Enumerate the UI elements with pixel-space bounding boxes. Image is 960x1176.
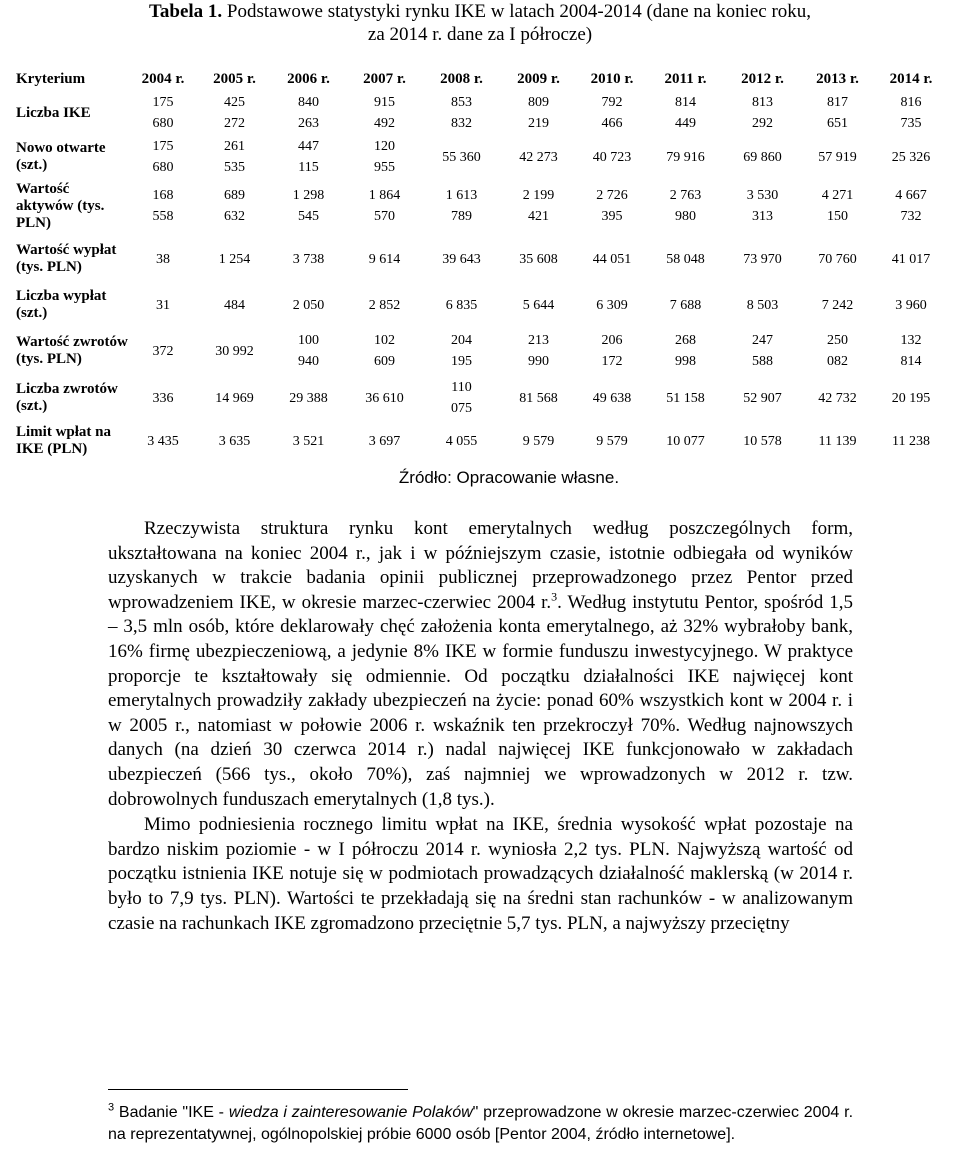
table-cell (874, 285, 948, 325)
cell-value: 8 503 (746, 297, 779, 313)
cell-value-line-2: 535 (224, 160, 245, 175)
cell-value-line-2: 449 (675, 116, 696, 131)
cell-value: 213 (528, 333, 549, 348)
table-cell (271, 325, 346, 377)
table-cell (874, 135, 948, 179)
row-label: Wartość zwrotów (tys. PLN) (16, 334, 128, 367)
table-cell (346, 377, 423, 419)
table-cell (423, 325, 500, 377)
cell-value: 69 860 (743, 149, 782, 165)
cell-value: 110 (451, 380, 472, 395)
table-cell (724, 377, 801, 419)
table-cell (423, 419, 500, 463)
table-row (16, 91, 948, 135)
header-year: 2006 r. (287, 70, 330, 87)
table-row (16, 233, 948, 285)
table-row (16, 135, 948, 179)
table-cell (801, 377, 874, 419)
table-cell (801, 419, 874, 463)
cell-value: 3 530 (746, 188, 779, 203)
cell-value-line-2: 292 (752, 116, 773, 131)
table-cell (423, 377, 500, 419)
cell-value: 204 (451, 333, 472, 348)
cell-value: 1 298 (292, 188, 325, 203)
cell-value: 1 864 (368, 188, 401, 203)
cell-value-line-2: 832 (451, 116, 472, 131)
cell-value-line-2: 082 (827, 354, 848, 369)
table-cell (271, 377, 346, 419)
table-cell (874, 419, 948, 463)
table-cell (647, 419, 724, 463)
cell-value: 175 (152, 95, 174, 110)
table-cell (198, 179, 271, 233)
table-cell (346, 419, 423, 463)
cell-value: 840 (298, 95, 319, 110)
cell-value: 9 579 (522, 433, 555, 449)
cell-value: 4 055 (445, 433, 478, 449)
row-label: Wartość wypłat (tys. PLN) (16, 242, 117, 275)
header-year: 2009 r. (517, 70, 560, 87)
header-year: 2010 r. (590, 70, 634, 87)
cell-value: 120 (374, 139, 395, 154)
cell-value: 10 077 (666, 433, 705, 449)
cell-value-line-2: 150 (827, 209, 848, 224)
cell-value: 41 017 (891, 251, 931, 267)
table-cell (724, 285, 801, 325)
cell-value-line-2: 115 (298, 160, 319, 175)
footnote-ref: 3 (551, 589, 558, 604)
table-cell (198, 233, 271, 285)
cell-value: 102 (374, 333, 395, 348)
cell-value: 5 644 (522, 297, 555, 313)
cell-value: 1 613 (445, 188, 478, 203)
row-label: Wartość aktywów (tys. PLN) (16, 180, 105, 231)
cell-value: 3 960 (895, 297, 927, 313)
table-cell (724, 91, 801, 135)
table-cell (128, 91, 198, 135)
cell-value: 9 614 (368, 251, 401, 267)
cell-value: 447 (298, 139, 319, 154)
cell-value: 132 (900, 333, 922, 348)
header-year: 2013 r. (816, 70, 859, 87)
table-cell (874, 233, 948, 285)
cell-value: 2 726 (596, 188, 628, 203)
cell-value: 11 139 (818, 433, 857, 449)
cell-value: 853 (451, 95, 472, 110)
cell-value: 250 (827, 333, 848, 348)
cell-value: 58 048 (666, 251, 705, 267)
table-cell (271, 91, 346, 135)
row-label: Liczba IKE (16, 104, 91, 121)
cell-value: 484 (224, 297, 245, 313)
table-cell (271, 233, 346, 285)
cell-value: 814 (675, 95, 696, 110)
table-cell (647, 91, 724, 135)
cell-value: 35 608 (519, 251, 558, 267)
table-cell (874, 377, 948, 419)
table-cell (198, 419, 271, 463)
table-cell (874, 179, 948, 233)
cell-value: 3 521 (292, 433, 325, 449)
cell-value-line-2: 980 (675, 209, 696, 224)
table-cell (198, 285, 271, 325)
paragraph-1-part-1: Rzeczywista struktura rynku kont emerytalnych według poszczególnych form, ukształtowana na koniec 2004 r., jak i w późniejszym czasie, istotnie odbiegała od wyników uzyskanych w trakcie badania opinii publicznej przeprowadzonego przez Pentor przed wprowadzeniem IKE, w okresie marzec-czerwiec 2004 r. (108, 518, 853, 613)
cell-value-line-2: 609 (374, 354, 395, 369)
cell-value: 42 273 (519, 149, 558, 165)
table-cell (647, 179, 724, 233)
cell-value: 39 643 (442, 251, 481, 267)
cell-value: 4 667 (895, 188, 927, 203)
row-label: Liczba wypłat (szt.) (16, 288, 107, 321)
cell-value: 31 (156, 297, 170, 313)
table-cell (500, 325, 577, 377)
cell-value: 809 (528, 95, 549, 110)
cell-value: 70 760 (818, 251, 857, 267)
header-year: 2007 r. (363, 70, 406, 87)
cell-value: 2 763 (669, 188, 702, 203)
table-source: Źródło: Opracowanie własne. (398, 468, 620, 487)
table-cell (128, 325, 198, 377)
cell-value: 336 (152, 390, 174, 406)
table-cell (577, 325, 647, 377)
cell-value: 30 992 (215, 343, 254, 359)
table-row (16, 377, 948, 419)
table-cell (346, 285, 423, 325)
table-cell (647, 325, 724, 377)
cell-value-line-2: 195 (451, 354, 472, 369)
table-cell (198, 377, 271, 419)
cell-value: 206 (601, 333, 623, 348)
table-cell (128, 233, 198, 285)
footnote-separator (108, 1089, 408, 1090)
cell-value-line-2: 632 (224, 209, 245, 224)
cell-value: 175 (152, 139, 174, 154)
cell-value: 3 435 (147, 433, 179, 449)
cell-value: 52 907 (743, 390, 782, 406)
cell-value: 10 578 (743, 433, 782, 449)
table-cell (346, 233, 423, 285)
cell-value-line-2: 990 (528, 354, 549, 369)
cell-value-line-2: 789 (451, 209, 472, 224)
table-cell (346, 179, 423, 233)
cell-value-line-2: 651 (827, 116, 848, 131)
cell-value: 44 051 (592, 251, 632, 267)
table-body (16, 91, 948, 463)
cell-value-line-2: 955 (374, 160, 395, 175)
footnote-number: 3 (108, 1101, 115, 1114)
table-row (16, 179, 948, 233)
table-cell (577, 233, 647, 285)
cell-value-line-2: 313 (752, 209, 773, 224)
cell-value: 20 195 (891, 390, 931, 406)
cell-value: 3 738 (292, 251, 325, 267)
table-cell (577, 419, 647, 463)
table-cell (801, 91, 874, 135)
cell-value: 73 970 (743, 251, 782, 267)
header-year: 2005 r. (213, 70, 256, 87)
table-cell (500, 233, 577, 285)
table-cell (724, 419, 801, 463)
cell-value-line-2: 272 (224, 116, 245, 131)
cell-value-line-2: 172 (601, 354, 623, 369)
cell-value: 51 158 (666, 390, 705, 406)
footnote-italic: wiedza i zainteresowanie Polaków (228, 1104, 473, 1121)
table-cell (724, 179, 801, 233)
table-cell (874, 91, 948, 135)
table-cell (128, 179, 198, 233)
cell-value: 81 568 (519, 390, 558, 406)
cell-value-line-2: 998 (675, 354, 696, 369)
cell-value: 57 919 (818, 149, 857, 165)
table-cell (647, 135, 724, 179)
header-year: 2012 r. (741, 70, 784, 87)
footnote-part-2: " przeprowadzone w okresie marzec-czerwiec 2004 r. na reprezentatywnej, ogólnopolskiej próbie 6000 osób [Pentor 2004, źródło internetowe]. (108, 1104, 854, 1143)
table-cell (801, 233, 874, 285)
cell-value: 1 254 (218, 251, 251, 267)
caption-label: Tabela 1. (148, 1, 223, 22)
paragraph-1 (108, 517, 853, 812)
cell-value: 6 309 (596, 297, 628, 313)
cell-value-line-2: 395 (601, 209, 623, 224)
cell-value: 25 326 (891, 149, 931, 165)
caption-text-1: Podstawowe statystyki rynku IKE w latach 2004-2014 (dane na koniec roku, (226, 1, 812, 22)
table-cell (801, 179, 874, 233)
header-year: 2004 r. (141, 70, 185, 87)
cell-value: 425 (224, 95, 245, 110)
body-text (108, 517, 853, 936)
table-cell (724, 325, 801, 377)
table-header-row (16, 67, 948, 91)
table-cell (500, 91, 577, 135)
cell-value-line-2: 558 (152, 209, 174, 224)
header-year: 2008 r. (440, 70, 483, 87)
cell-value: 36 610 (365, 390, 404, 406)
table-cell (500, 135, 577, 179)
table-cell (724, 233, 801, 285)
cell-value: 816 (900, 95, 922, 110)
table-cell (647, 377, 724, 419)
cell-value: 2 050 (292, 297, 325, 313)
table-cell (423, 233, 500, 285)
cell-value-line-2: 263 (298, 116, 319, 131)
cell-value: 42 732 (818, 390, 857, 406)
row-label: Limit wpłat na IKE (PLN) (16, 424, 112, 457)
cell-value-line-2: 545 (298, 209, 319, 224)
table-cell (801, 135, 874, 179)
table-cell (128, 135, 198, 179)
table-cell (500, 419, 577, 463)
table-cell (198, 325, 271, 377)
footnote (108, 1102, 853, 1146)
table-cell (128, 285, 198, 325)
cell-value: 38 (156, 251, 170, 267)
paragraph-2: Mimo podniesienia rocznego limitu wpłat na IKE, średnia wysokość wpłat pozostaje na bardzo niskim poziomie - w I półroczu 2014 r. wyniosła 2,2 tys. PLN. Najwyższą wartość od początku istnienia IKE notuje się w podmiotach prowadzących działalność maklerską (w 2014 r. było to 7,9 tys. PLN). Wartości te przekładają się na średni stan rachunków - w analizowanym czasie na rachunkach IKE zgromadzono przeciętnie 5,7 tys. PLN, a najwyższy przeciętny (108, 814, 853, 934)
header-year: 2014 r. (889, 70, 933, 87)
table-cell (801, 325, 874, 377)
header-criterion: Kryterium (16, 70, 86, 87)
cell-value: 100 (298, 333, 319, 348)
cell-value: 40 723 (592, 149, 632, 165)
cell-value-line-2: 421 (528, 209, 549, 224)
table-cell (577, 135, 647, 179)
cell-value: 817 (827, 95, 848, 110)
cell-value: 79 916 (666, 149, 705, 165)
table-cell (346, 135, 423, 179)
row-label: Nowo otwarte (szt.) (16, 140, 106, 173)
table-cell (423, 179, 500, 233)
table-cell (577, 377, 647, 419)
table-row (16, 325, 948, 377)
cell-value: 247 (752, 333, 773, 348)
table-cell (500, 377, 577, 419)
cell-value: 689 (224, 188, 245, 203)
table-cell (577, 285, 647, 325)
cell-value-line-2: 735 (900, 116, 922, 131)
header-year: 2011 r. (664, 70, 707, 87)
cell-value: 813 (752, 95, 773, 110)
table-cell (128, 377, 198, 419)
cell-value: 29 388 (289, 390, 328, 406)
table-cell (647, 285, 724, 325)
cell-value-line-2: 680 (152, 160, 174, 175)
cell-value-line-2: 814 (900, 354, 922, 369)
cell-value: 2 852 (368, 297, 401, 313)
footnote-part-1: Badanie "IKE - (114, 1104, 229, 1121)
paragraph-1-part-2: . Według instytutu Pentor, spośród 1,5 – 3,5 mln osób, które deklarowały chęć założenia konta emerytalnego, aż 32% wybrałoby bank, 16% firmę ubezpieczeniową, a jedynie 8% IKE w formie funduszu inwestycyjnego. W praktyce proporcje te kształtowały się odmiennie. Od początku działalności IKE najwięcej kont emerytalnych prowadziły zakłady ubezpieczeń na życie: ponad 60% wszystkich kont w 2004 r. i w 2005 r., natomiast w połowie 2006 r. wskaźnik ten przekroczył 70%. Według najnowszych danych (na dzień 30 czerwca 2014 r.) nadal najwięcej IKE funkcjonowało w zakładach ubezpieczeń (566 tys., około 70%), zaś najmniej we wprowadzonych w 2012 r. tzw. dobrowolnych funduszach emerytalnych (1,8 tys.). (108, 591, 853, 810)
cell-value-line-2: 466 (601, 116, 623, 131)
table-cell (423, 285, 500, 325)
table-cell (346, 325, 423, 377)
cell-value-line-2: 075 (451, 401, 472, 416)
table-cell (128, 419, 198, 463)
table-cell (874, 325, 948, 377)
table-cell (423, 135, 500, 179)
cell-value: 168 (152, 188, 174, 203)
cell-value-line-2: 219 (528, 116, 549, 131)
row-label: Liczba zwrotów (szt.) (16, 381, 118, 414)
cell-value: 4 271 (821, 188, 854, 203)
cell-value: 792 (601, 95, 623, 110)
table-cell (198, 91, 271, 135)
cell-value-line-2: 588 (752, 354, 773, 369)
cell-value-line-2: 732 (900, 209, 922, 224)
table-cell (423, 91, 500, 135)
table-cell (271, 179, 346, 233)
cell-value-line-2: 492 (374, 116, 395, 131)
cell-value: 11 238 (892, 433, 930, 449)
cell-value: 7 688 (669, 297, 702, 313)
cell-value: 3 635 (218, 433, 251, 449)
caption-line-1 (0, 0, 960, 23)
cell-value: 6 835 (445, 297, 478, 313)
cell-value: 9 579 (596, 433, 628, 449)
table-cell (271, 285, 346, 325)
cell-value: 915 (374, 95, 395, 110)
table-cell (271, 419, 346, 463)
cell-value: 372 (152, 343, 174, 359)
cell-value: 268 (675, 333, 696, 348)
caption-line-2: za 2014 r. dane za I półrocze) (367, 24, 593, 45)
cell-value: 49 638 (592, 390, 632, 406)
cell-value-line-2: 680 (152, 116, 174, 131)
table-row (16, 419, 948, 463)
table-cell (577, 91, 647, 135)
table-cell (198, 135, 271, 179)
cell-value: 2 199 (522, 188, 555, 203)
cell-value: 261 (224, 139, 245, 154)
table-cell (801, 285, 874, 325)
cell-value-line-2: 940 (298, 354, 319, 369)
cell-value: 14 969 (215, 390, 254, 406)
table-cell (500, 285, 577, 325)
cell-value: 55 360 (442, 149, 481, 165)
cell-value-line-2: 570 (374, 209, 395, 224)
cell-value: 7 242 (821, 297, 854, 313)
table-cell (271, 135, 346, 179)
cell-value: 3 697 (368, 433, 401, 449)
table-cell (577, 179, 647, 233)
statistics-table (16, 67, 948, 463)
table-cell (647, 233, 724, 285)
table-caption (0, 0, 960, 46)
table-cell (346, 91, 423, 135)
table-cell (500, 179, 577, 233)
table-row (16, 285, 948, 325)
table-cell (724, 135, 801, 179)
